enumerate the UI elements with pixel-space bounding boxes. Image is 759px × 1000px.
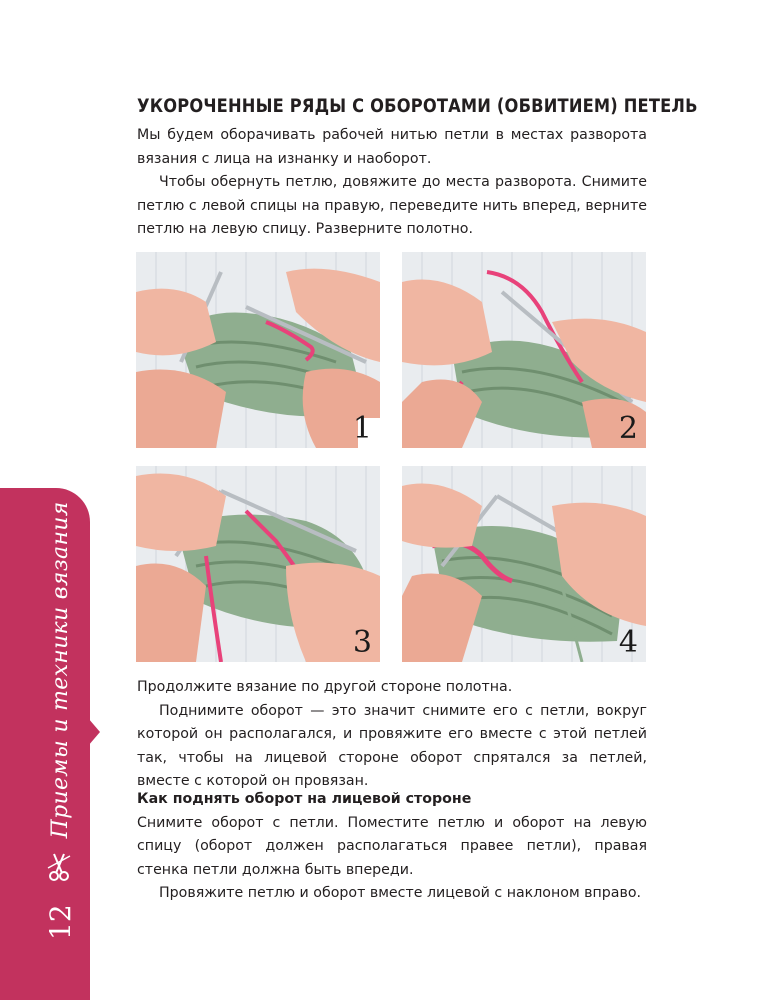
subsection-paragraph-1: Снимите оборот с петли. Поместите петлю и оборот на левую спицу (оборот должен располагаться правее петли), правая стенка петли должна быть впереди. (137, 814, 647, 878)
step-number: 2 (618, 411, 638, 446)
scissors-needles-icon (46, 852, 76, 882)
subsection-heading: Как поднять оборот на лицевой стороне (137, 791, 472, 807)
step-photo-4 (402, 466, 646, 662)
knitting-photo-1 (136, 252, 380, 448)
subsection-text (137, 788, 647, 906)
intro-paragraph-2: Чтобы обернуть петлю, довяжите до места разворота. Снимите петлю с левой спицы на правую, переведите нить вперед, верните петлю на левую спицу. Разверните полотно. (137, 174, 647, 238)
after-photos-text (137, 676, 647, 794)
step-photo-3 (136, 466, 380, 662)
step-number: 1 (352, 411, 372, 446)
section-tab-notch (88, 718, 100, 746)
intro-text (137, 124, 647, 242)
step-number: 3 (352, 625, 372, 660)
intro-paragraph-1: Мы будем оборачивать рабочей нитью петли в местах разворота вязания с лица на изнанку и наоборот. (137, 127, 647, 167)
page-number: 12 (44, 904, 77, 940)
knitting-photo-2 (402, 252, 646, 448)
section-tab-label (44, 501, 77, 940)
after-paragraph-1: Продолжите вязание по другой стороне полотна. (137, 679, 513, 695)
step-photo-1 (136, 252, 380, 448)
after-paragraph-2: Поднимите оборот — это значит снимите его с петли, вокруг которой он располагался, и провяжите его вместе с этой петлей так, чтобы на лицевой стороне оборот спрятался за петлей, вместе с которой он провязан. (137, 702, 647, 790)
section-name: Приемы и техники вязания (48, 501, 73, 839)
subsection-paragraph-2: Провяжите петлю и оборот вместе лицевой с наклоном вправо. (159, 885, 642, 902)
knitting-photo-3 (136, 466, 380, 662)
knitting-photo-4 (402, 466, 646, 662)
page-title: УКОРОЧЕННЫЕ РЯДЫ С ОБОРОТАМИ (ОБВИТИЕМ) ПЕТЕЛЬ (137, 96, 698, 117)
step-number: 4 (618, 625, 638, 660)
step-photo-2 (402, 252, 646, 448)
